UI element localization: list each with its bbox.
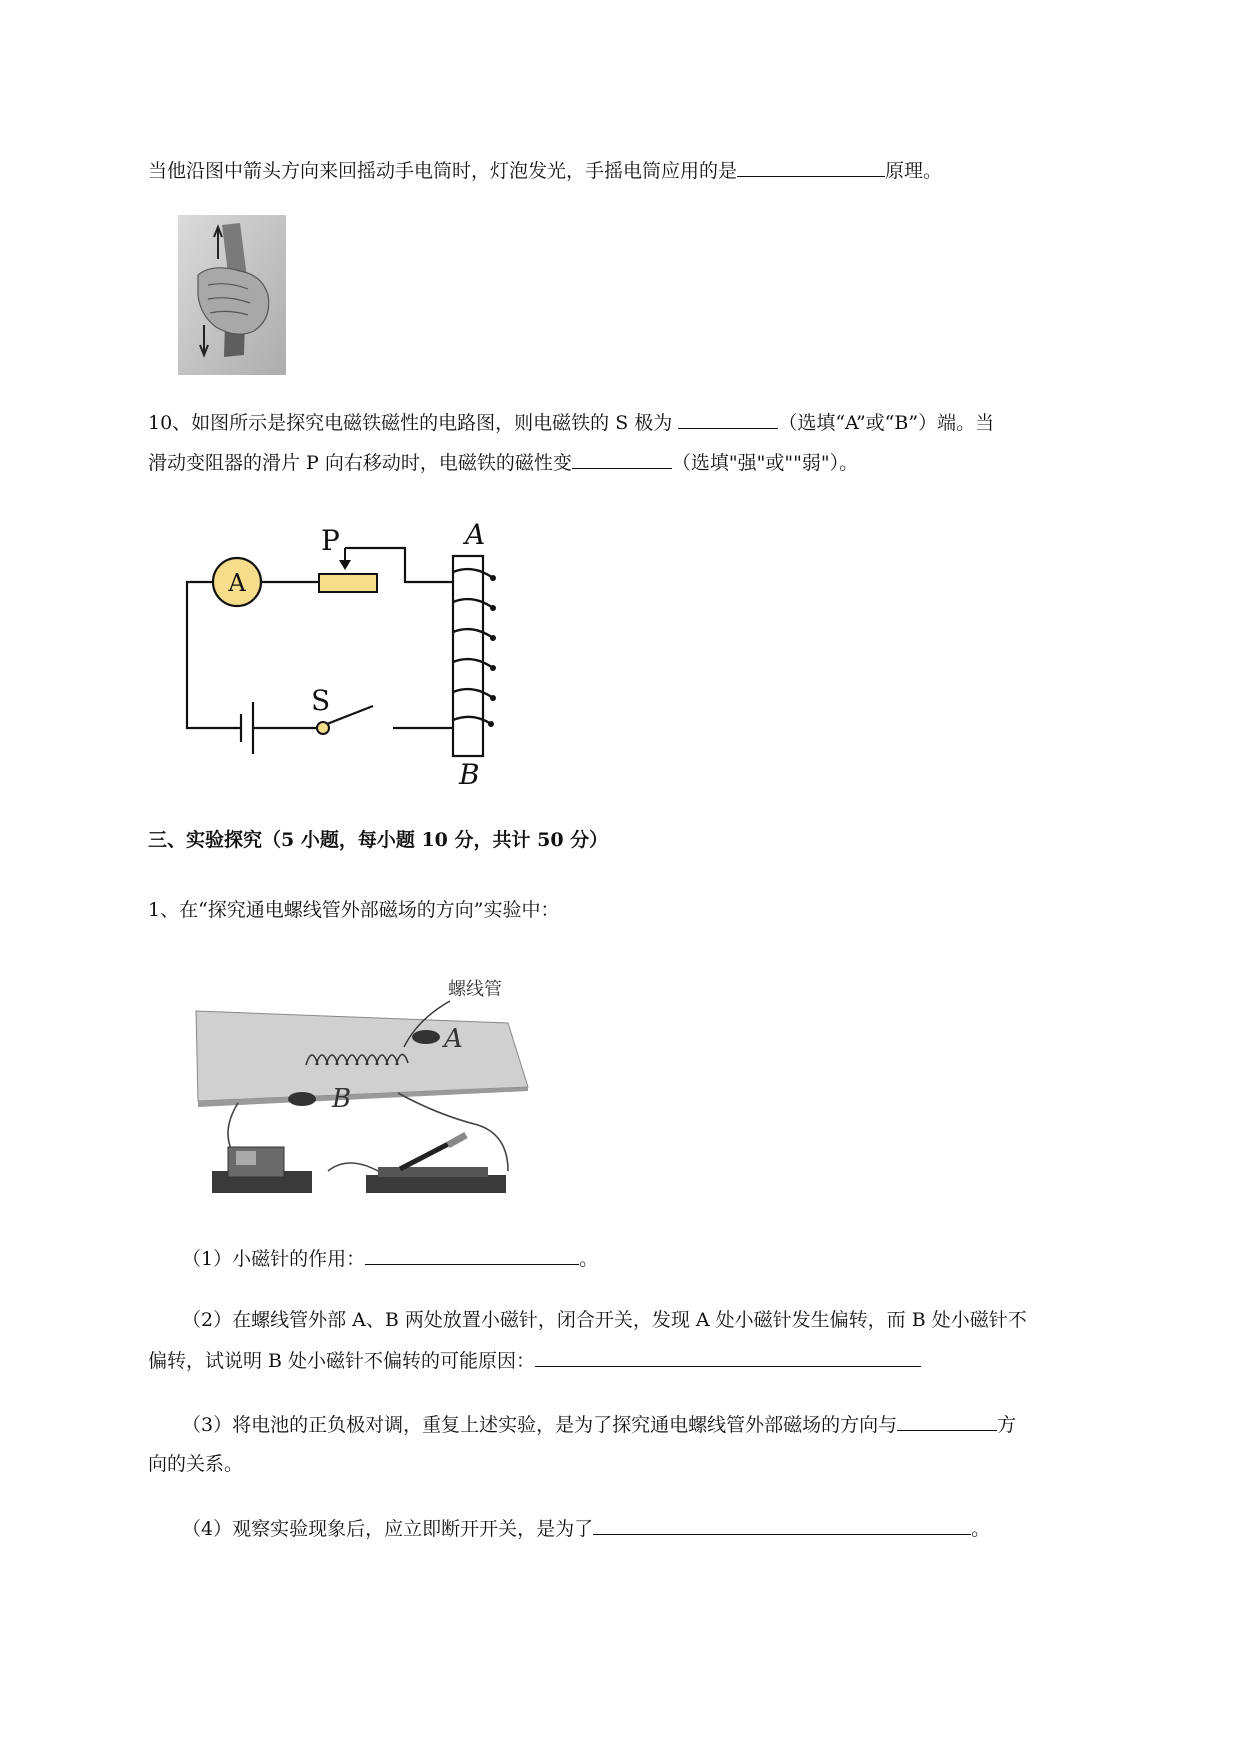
exp1-q4: （4）观察实验现象后，应立即断开开关，是为了 。 [182,1514,990,1543]
exp1-q3-line2: 向的关系。 [148,1453,244,1475]
exp1-intro: 1、在“探究通电螺线管外部磁场的方向”实验中： [148,899,560,921]
q10-s-pole-blank[interactable] [678,408,778,429]
exp1-q3-blank[interactable] [897,1410,997,1431]
q9-answer-blank[interactable] [737,156,885,177]
end-b-label: B [459,758,480,790]
exp1-q1: （1）小磁针的作用： 。 [182,1244,598,1273]
point-b-label: B [332,1084,352,1114]
hand-flashlight-photo [178,215,286,379]
q10-line1: 10、如图所示是探究电磁铁磁性的电路图，则电磁铁的 S 极为 （选填“A”或“B”）端。当 [148,408,994,437]
q10-line2: 滑动变阻器的滑片 P 向右移动时，电磁铁的磁性变 （选填"强"或""弱"）。 [148,448,858,477]
solenoid-experiment-photo [178,975,543,1209]
exp1-q3-line1: （3）将电池的正负极对调，重复上述实验，是为了探究通电螺线管外部磁场的方向与 方 [182,1410,1016,1439]
exp1-q2-blank[interactable] [535,1346,921,1367]
coil-windings [453,569,493,724]
electromagnet-circuit-diagram [175,520,515,794]
exp1-q1-blank[interactable] [365,1244,579,1265]
compass-b [288,1092,316,1106]
compass-a [412,1030,440,1044]
slider-label: P [321,524,340,557]
solenoid-label: 螺线管 [448,979,502,1000]
q10-magnetism-blank[interactable] [572,448,672,469]
switch-label: S [311,684,331,717]
exp1-q2-line1: （2）在螺线管外部 A、B 两处放置小磁针，闭合开关，发现 A 处小磁针发生偏转，而 B 处小磁针不 [182,1309,1027,1331]
end-a-label: A [465,520,486,551]
q9-text: 当他沿图中箭头方向来回摇动手电筒时，灯泡发光，手摇电筒应用的是 原理。 [148,156,942,185]
section-3-heading: 三、实验探究（5 小题，每小题 10 分，共计 50 分） [148,829,609,851]
point-a-label: A [444,1024,463,1054]
exp1-q2-line2: 偏转，试说明 B 处小磁针不偏转的可能原因： [148,1346,921,1375]
exp1-q4-blank[interactable] [593,1514,971,1535]
ammeter-label: A [228,569,246,597]
